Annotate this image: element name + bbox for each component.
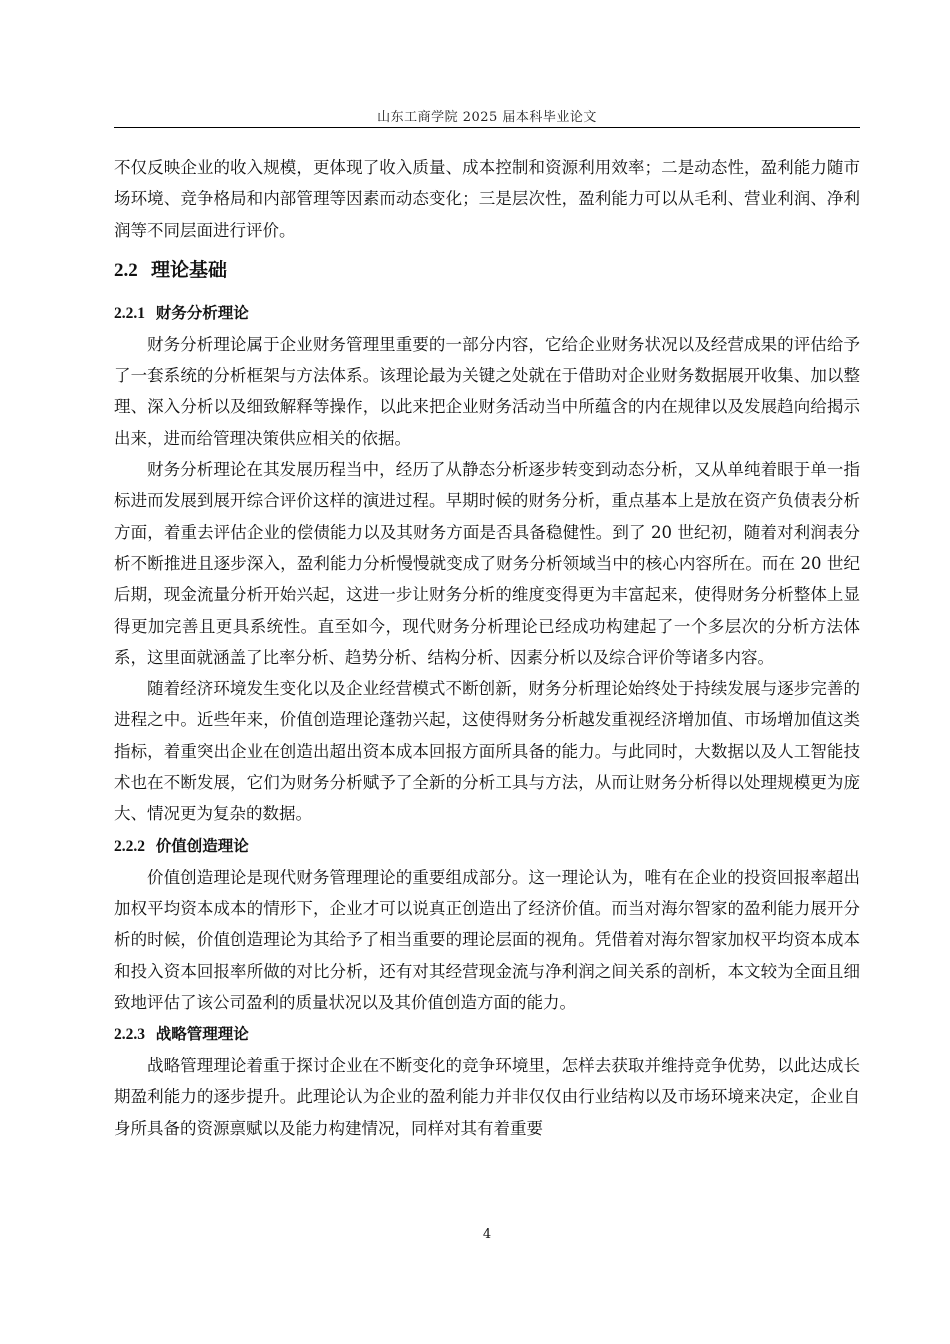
paragraph: 价值创造理论是现代财务管理理论的重要组成部分。这一理论认为，唯有在企业的投资回报率超出加权平均资本成本的情形下，企业才可以说真正创造出了经济价值。而当对海尔智家的盈利能力展开分析的时候，价值创造理论为其给予了相当重要的理论层面的视角。凭借着对海尔智家加权平均资本成本和投入资本回报率所做的对比分析，还有对其经营现金流与净利润之间关系的剖析，本文较为全面且细致地评估了该公司盈利的质量状况以及其价值创造方面的能力。 [114, 867, 860, 1012]
subsection-title: 战略管理理论 [155, 1024, 249, 1044]
page-body [114, 152, 860, 1144]
subsection-title: 财务分析理论 [155, 302, 249, 322]
subsection-heading-2-2-2 [114, 830, 860, 862]
paragraph: 财务分析理论属于企业财务管理里重要的一部分内容，它给企业财务状况以及经营成果的评估给予了一套系统的分析框架与方法体系。该理论最为关键之处就在于借助对企业财务数据展开收集、加以整理、深入分析以及细致解释等操作，以此来把企业财务活动当中所蕴含的内在规律以及发展趋向给揭示出来，进而给管理决策供应相关的依据。 [114, 334, 860, 448]
subsection-title: 价值创造理论 [155, 835, 249, 855]
subsection-number: 2.2.2 [114, 837, 145, 855]
paragraph: 随着经济环境发生变化以及企业经营模式不断创新，财务分析理论始终处于持续发展与逐步完善的进程之中。近些年来，价值创造理论蓬勃兴起，这使得财务分析越发重视经济增加值、市场增加值这类指标，着重突出企业在创造出超出资本成本回报方面所具备的能力。与此同时，大数据以及人工智能技术也在不断发展，它们为财务分析赋予了全新的分析工具与方法，从而让财务分析得以处理规模更为庞大、情况更为复杂的数据。 [114, 679, 860, 824]
page-header: 山东工商学院 2025 届本科毕业论文 [377, 110, 597, 125]
section-heading [114, 256, 860, 285]
header-divider [114, 127, 860, 128]
section-number: 2.2 [114, 259, 138, 281]
intro-paragraph: 不仅反映企业的收入规模，更体现了收入质量、成本控制和资源利用效率；二是动态性，盈利能力随市场环境、竞争格局和内部管理等因素而动态变化；三是层次性，盈利能力可以从毛利、营业利润、净利润等不同层面进行评价。 [114, 158, 860, 240]
subsection-heading-2-2-3 [114, 1018, 860, 1050]
paragraph: 战略管理理论着重于探讨企业在不断变化的竞争环境里，怎样去获取并维持竞争优势，以此达成长期盈利能力的逐步提升。此理论认为企业的盈利能力并非仅仅由行业结构以及市场环境来决定，企业自身所具备的资源禀赋以及能力构建情况，同样对其有着重要 [114, 1056, 860, 1138]
section-title: 理论基础 [150, 258, 227, 281]
subsection-heading-2-2-1 [114, 297, 860, 329]
subsection-number: 2.2.1 [114, 304, 145, 322]
page-number: 4 [482, 1227, 492, 1242]
subsection-number: 2.2.3 [114, 1026, 145, 1044]
paragraph: 财务分析理论在其发展历程当中，经历了从静态分析逐步转变到动态分析，又从单纯着眼于单一指标进而发展到展开综合评价这样的演进过程。早期时候的财务分析，重点基本上是放在资产负债表分析方面，着重去评估企业的偿债能力以及其财务方面是否具备稳健性。到了 20 世纪初，随着对利润表分析不断推进且逐步深入，盈利能力分析慢慢就变成了财务分析领域当中的核心内容所在。而在 20 世纪后期，现金流量分析开始兴起，这进一步让财务分析的维度变得更为丰富起来，使得财务分析整体上显得更加完善且更具系统性。直至如今，现代财务分析理论已经成功构建起了一个多层次的分析方法体系，这里面就涵盖了比率分析、趋势分析、结构分析、因素分析以及综合评价等诸多内容。 [114, 460, 860, 667]
